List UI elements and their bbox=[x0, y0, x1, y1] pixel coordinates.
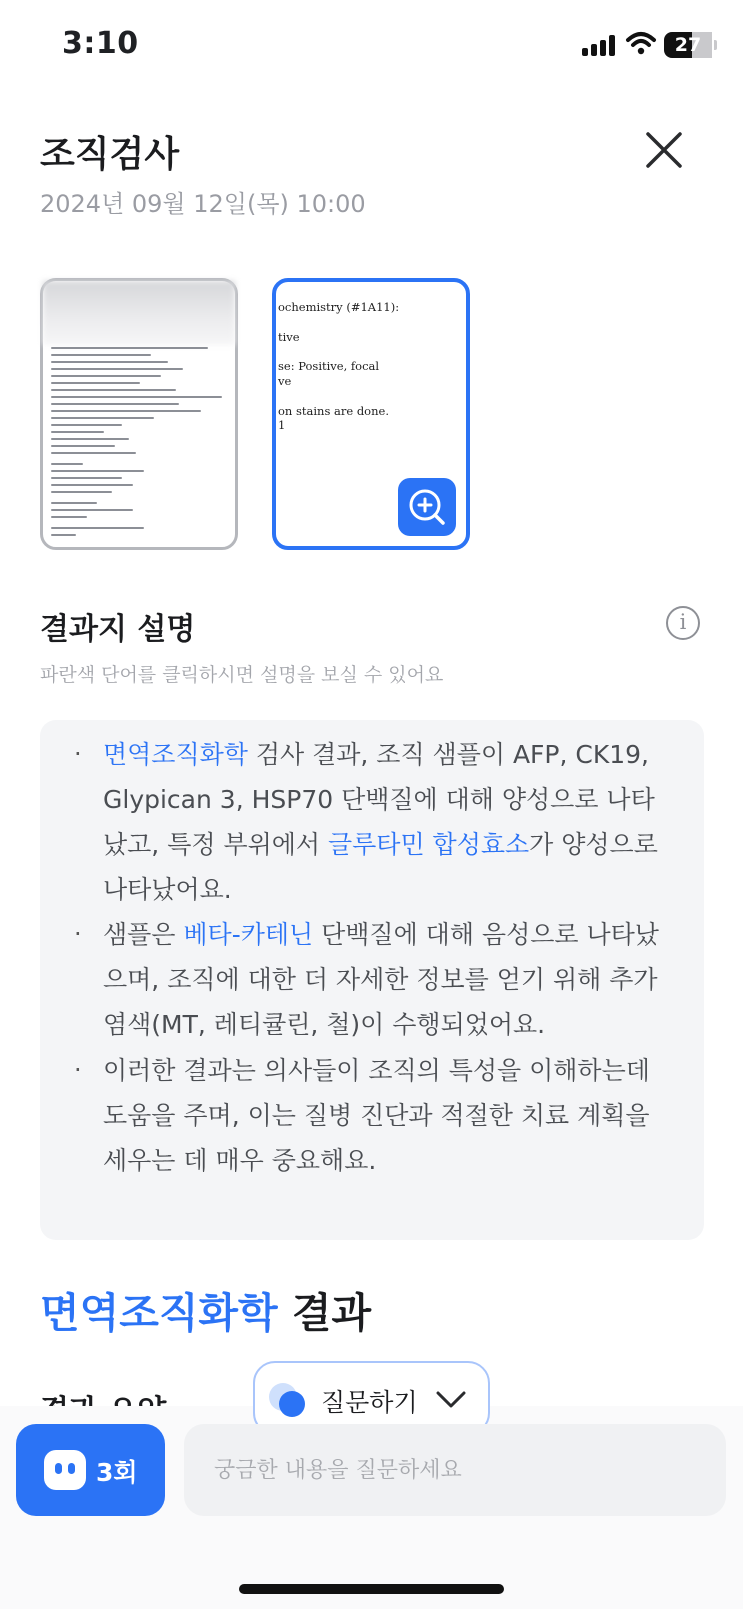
home-indicator bbox=[239, 1584, 504, 1594]
question-count: 3회 bbox=[96, 1458, 138, 1487]
report-date: 2024년 09월 12일(목) 10:00 bbox=[40, 190, 366, 218]
page-title: 조직검사 bbox=[40, 134, 180, 175]
term-link[interactable]: 면역조직화학 bbox=[103, 740, 248, 769]
section-hint: 파란색 단어를 클릭하시면 설명을 보실 수 있어요 bbox=[40, 664, 444, 686]
ask-label: 질문하기 bbox=[321, 1388, 418, 1417]
result-subtitle bbox=[40, 1386, 240, 1406]
close-button[interactable] bbox=[642, 128, 686, 172]
battery-icon bbox=[664, 32, 712, 58]
term-link[interactable]: 면역조직화학 bbox=[40, 1289, 278, 1337]
section-title: 결과지 설명 bbox=[40, 612, 196, 647]
zoom-button[interactable] bbox=[398, 478, 456, 536]
battery-level: 27 bbox=[674, 34, 702, 56]
report-page-preview bbox=[51, 347, 229, 541]
zoom-in-icon bbox=[398, 478, 456, 536]
term-link[interactable]: 베타-카테닌 bbox=[183, 920, 314, 949]
question-input[interactable] bbox=[184, 1424, 726, 1516]
question-count-button[interactable] bbox=[16, 1424, 165, 1516]
status-time: 3:10 bbox=[62, 26, 139, 61]
result-title: 면역조직화학 결과 bbox=[40, 1289, 372, 1337]
explanation-box: · 면역조직화학 검사 결과, 조직 샘플이 AFP, CK19, Glypican 3, HSP70 단백질에 대해 양성으로 나타났고, 특정 부위에서 글루타민 합성효소가 양성으로 나타났어요. · 샘플은 베타-카테닌 단백질에 대해 음성으로 나타났으며, 조직에 대한 더 자세한 정보를 얻기 위해 추가 염색(MT, 레티큘린, 철)이 수행되었어요. · 이러한 결과는 의사들이 조직의 특성을 이해하는데 도움을 주며, 이는 질병 진단과 적절한 치료 계획을 세우는 데 매우 중요해요. bbox=[40, 720, 704, 1240]
term-link[interactable]: 글루타민 합성효소 bbox=[328, 830, 530, 859]
robot-icon bbox=[44, 1450, 86, 1490]
info-icon[interactable]: i bbox=[666, 606, 700, 640]
report-thumbnail-1[interactable] bbox=[40, 278, 238, 550]
report-zoomed-text: ochemistry (#1A11): tive se: Positive, focal ve on stains are done. 1 bbox=[278, 300, 400, 433]
wifi-icon bbox=[626, 31, 656, 55]
status-bar bbox=[0, 0, 743, 92]
chevron-down-icon bbox=[433, 1387, 469, 1411]
report-thumbnail-2[interactable] bbox=[272, 278, 470, 550]
cellular-signal-icon bbox=[582, 34, 616, 56]
